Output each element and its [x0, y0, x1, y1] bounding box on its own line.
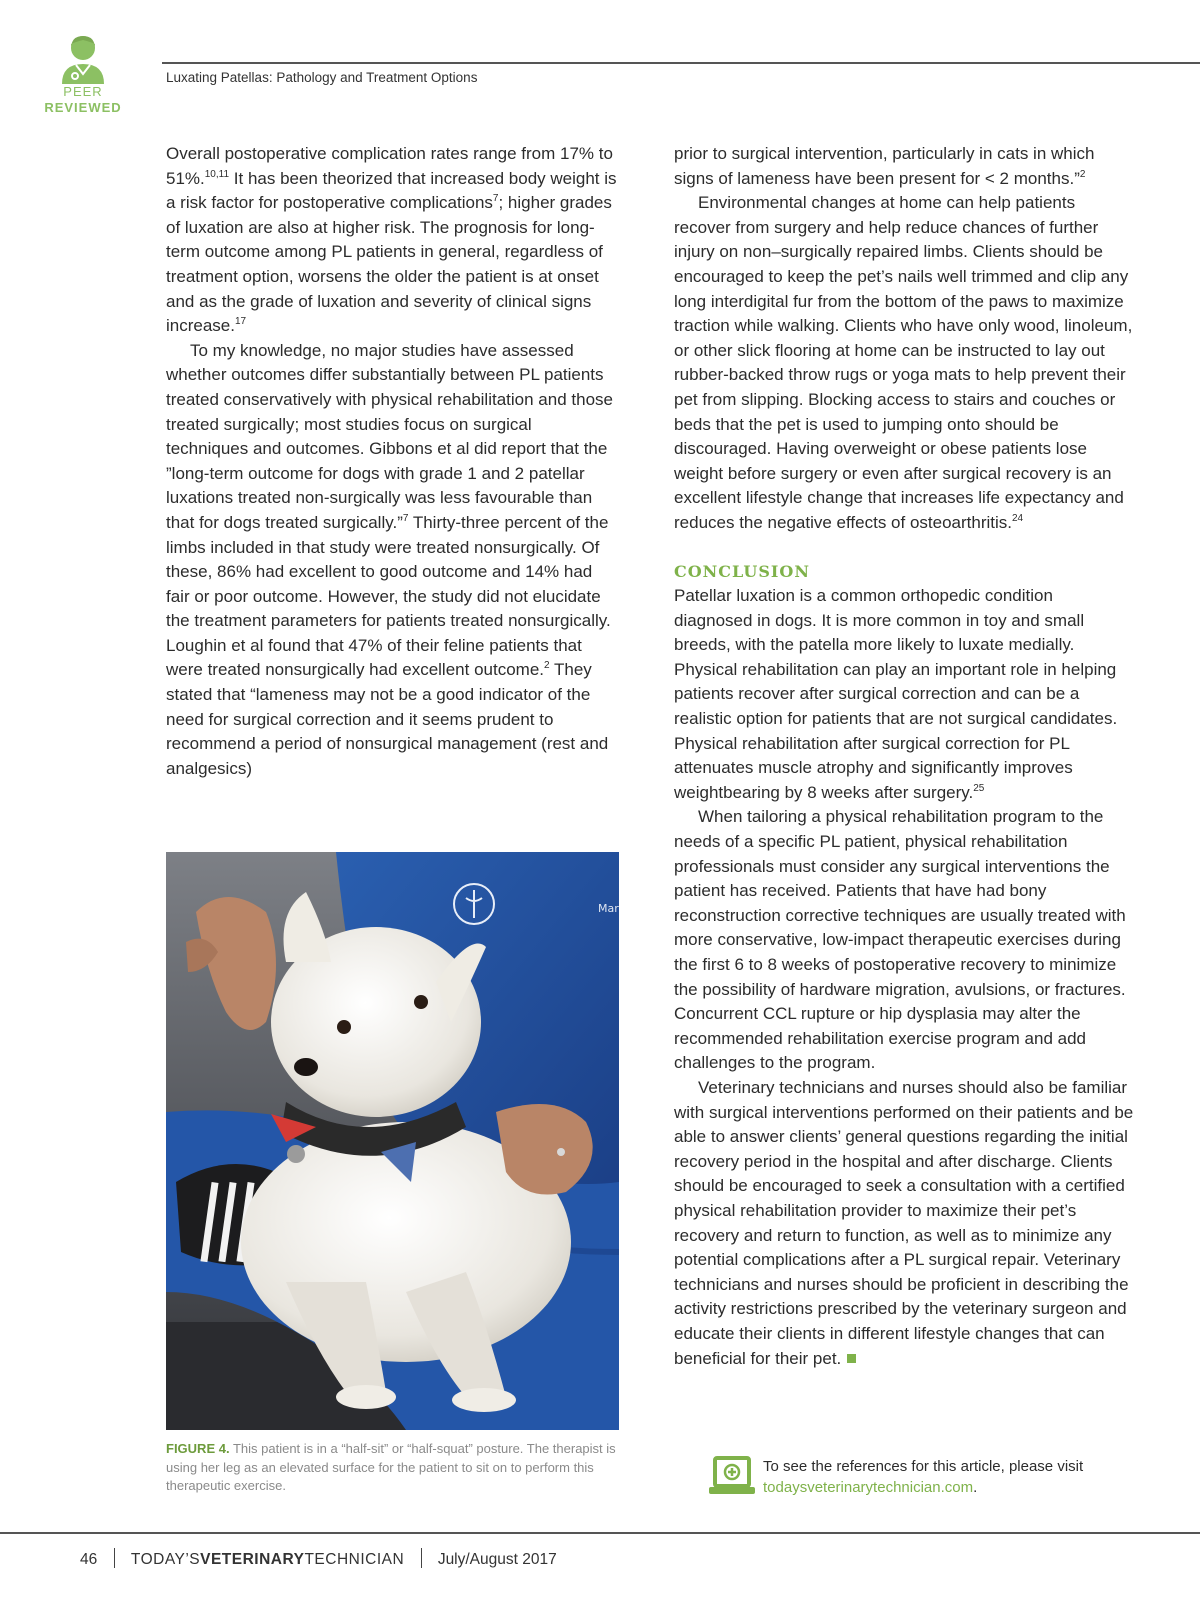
paragraph: When tailoring a physical rehabilitation program to the needs of a specific PL patient, physical rehabilitation professionals must consider any surgical interventions the patient has received. Patients that have had bony reconstruction corrective techniques are usually treated with more conservative, low-impact therapeutic exercises during the first 6 to 8 weeks of postoperative recovery to minimize the possibility of hardware migration, avulsions, or fractures. Concurrent CCL rupture or hip dysplasia may alter the recommended rehabilitation exercise program and add challenges to the program. — [674, 807, 1126, 1073]
page-number: 46 — [80, 1551, 98, 1568]
magazine-name-part1: TODAY’S — [130, 1551, 201, 1568]
paragraph — [166, 339, 618, 782]
paragraph — [166, 142, 618, 339]
laptop-plus-icon — [709, 1456, 755, 1503]
right-column — [674, 142, 1136, 1371]
text-run: It has been theorized that increased body weight is a risk factor for postoperative complications — [166, 168, 617, 213]
peer-reviewed-badge — [38, 34, 128, 116]
citation: 2 — [544, 660, 550, 672]
text-run: Thirty-three percent of the limbs included in that study were treated nonsurgically. Of these, 86% had excellent to good outcome and 14% had fair or poor outcome. However, the study did not elucidate the treatment parameters for patients treated nonsurgically. Loughin et al found that 47% of their feline patients that were treated nonsurgically had excellent outcome. — [166, 512, 611, 680]
figure-photo — [166, 852, 619, 1430]
photo-west-highland-terrier — [166, 852, 619, 1430]
figure-caption — [166, 1440, 624, 1496]
footer-rule — [0, 1532, 1200, 1534]
citation: 17 — [234, 316, 247, 328]
section-heading-conclusion: CONCLUSION — [674, 561, 810, 581]
text-run: prior to surgical intervention, particularly in cats in which signs of lameness have been present for < 2 months.” — [674, 144, 1095, 188]
text-run: Environmental changes at home can help patients recover from surgery and help reduce chances of further injury on non–surgically repaired limbs. Clients should be encouraged to keep the pet’s nails well trimmed and clip any long interdigital fur from the bottom of the paws to maximize traction while walking. Clients who have only wood, linoleum, or other slick flooring at home can be instructed to lay out rubber-backed throw rugs or yoga mats to help prevent their pet from slipping. Blocking access to stairs and couches or beds that the pet is used to jumping onto should be discouraged. Having overweight or obese patients lose weight before surgery or even after surgical recovery is an excellent lifestyle change that increases life expectancy and reduces the negative effects of osteoarthritis. — [674, 193, 1133, 532]
citation: 7 — [492, 193, 499, 205]
text-run: They stated that “lameness may not be a good indicator of the need for surgical correction and it seems prudent to recommend a period of nonsurgical management (rest and analgesics) — [166, 660, 609, 778]
text-run: To my knowledge, no major studies have assessed whether outcomes differ substantially between PL patients treated conservatively with physical rehabilitation and those treated surgically; most studies focus on surgical techniques and outcomes. Gibbons et al did report that the ”long-term outcome for dogs with grade 1 and 2 patellar luxations treated non-surgically was less favourable than that for dogs treated surgically.” — [166, 340, 613, 532]
header-rule — [162, 62, 1200, 64]
footer-divider — [421, 1548, 422, 1568]
left-column — [166, 142, 618, 781]
paragraph — [674, 191, 1136, 535]
end-of-article-mark — [847, 1354, 856, 1363]
text-run: Veterinary technicians and nurses should also be familiar with surgical interventions performed on their patients and be able to answer clients’ general questions regarding the initial recovery period in the hospital and after discharge. Clients should be encouraged to seek a consultation with a certified physical rehabilitation provider to maximize their pet’s recovery and return to function, as well as to minimize any potential complications after a PL surgical repair. Veterinary technicians and nurses should be proficient in describing the activity restrictions prescribed by the veterinary surgeon and educate their clients in different lifestyle changes that can beneficial for their pet. — [674, 1077, 1134, 1368]
references-end: . — [973, 1478, 978, 1496]
paragraph — [674, 142, 1136, 191]
references-link[interactable]: todaysveterinarytechnician.com — [763, 1478, 974, 1496]
citation: 7 — [402, 512, 409, 524]
magazine-name-part3: TECHNICIAN — [304, 1551, 405, 1568]
references-note — [763, 1457, 1123, 1498]
issue-date: July/August 2017 — [437, 1551, 557, 1568]
text-run: ; higher grades of luxation are also at higher risk. The prognosis for long-term outcome among PL patients in general, regardless of treatment option, worsens the older the patient is at onset and as the grade of luxation and severity of clinical signs increase. — [166, 193, 612, 336]
citation: 25 — [973, 782, 985, 794]
citation: 2 — [1079, 168, 1086, 180]
footer-divider — [114, 1548, 115, 1568]
citation: 24 — [1012, 512, 1024, 524]
running-head: Luxating Patellas: Pathology and Treatment Options — [166, 70, 478, 85]
text-run: Overall postoperative complication rates range from 17% to 51%. — [166, 144, 613, 188]
scrub-text: Mar — [598, 902, 619, 915]
footer — [80, 1548, 557, 1569]
figure-caption-text: This patient is in a “half-sit” or “half-squat” posture. The therapist is using her leg as an elevated surface for the patient to sit on to perform this therapeutic exercise. — [166, 1441, 616, 1493]
references-text: To see the references for this article, please visit — [763, 1458, 1084, 1475]
paragraph — [674, 584, 1136, 805]
badge-line-peer: PEER — [63, 84, 103, 99]
magazine-name-part2: VETERINARY — [200, 1551, 305, 1568]
citation: 10,11 — [204, 168, 230, 180]
doctor-avatar-icon — [60, 34, 106, 84]
figure-label: FIGURE 4. — [166, 1441, 230, 1456]
badge-line-reviewed: REVIEWED — [44, 100, 122, 115]
text-run: Patellar luxation is a common orthopedic condition diagnosed in dogs. It is more common in toy and small breeds, with the patella more likely to luxate medially. Physical rehabilitation can play an important role in helping patients recover after surgical correction and can be a realistic option for patients that are not surgical candidates. Physical rehabilitation after surgical correction for PL attenuates muscle atrophy and significantly improves weightbearing by 8 weeks after surgery. — [674, 586, 1118, 802]
paragraph — [674, 1076, 1136, 1371]
